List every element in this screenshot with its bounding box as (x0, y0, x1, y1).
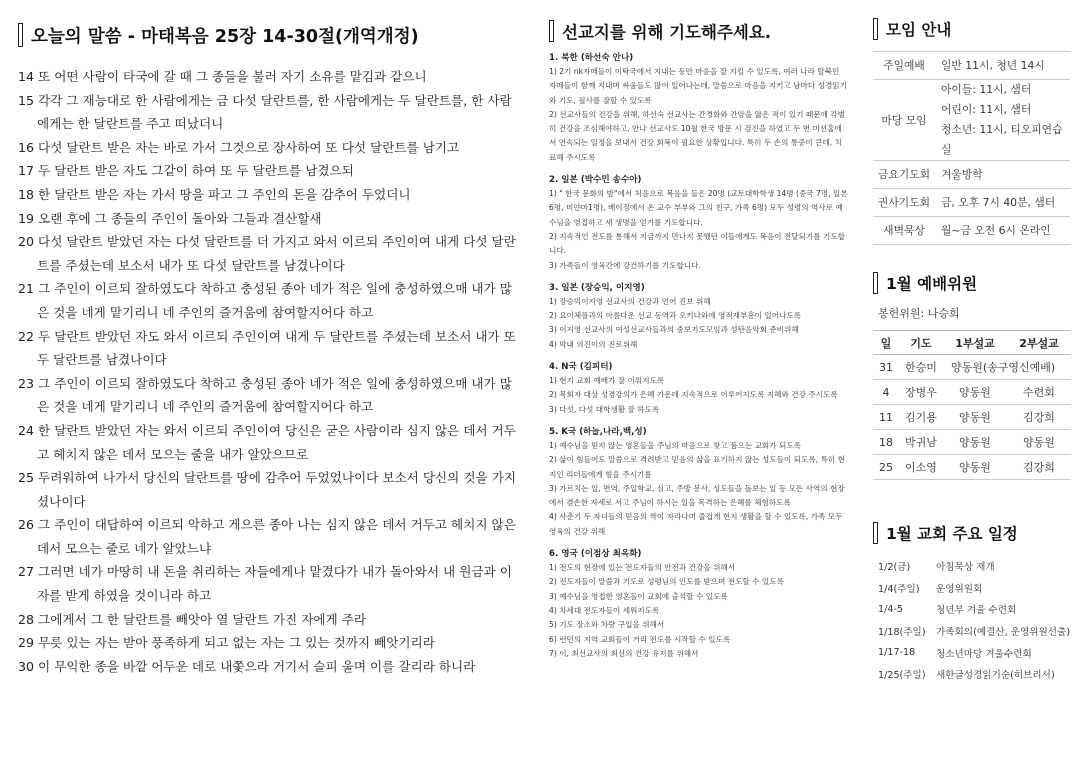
duty-cell: 박귀남 (899, 430, 943, 455)
duty-row (873, 380, 1071, 405)
mission-prayer-item: 7) 이, 최선교사의 최선의 건강 유지를 위해서 (549, 648, 699, 658)
meeting-value-line: 어린이: 11시, 샘터 (941, 103, 1032, 116)
mission-prayer-item: 1) 전도의 현장에 있는 전도자들의 안전과 건강을 위해서 (549, 563, 736, 573)
worship-duty-table (873, 330, 1071, 480)
meeting-key: 마당 모임 (873, 80, 935, 161)
title-bar-icon (873, 18, 878, 40)
meeting-table (873, 51, 1070, 245)
mission-prayer-item: 1) 현지 교회 예배가 잘 이뤄지도록 (549, 376, 665, 386)
title-bar-icon (873, 272, 878, 294)
verse-item: 29 무릇 있는 자는 받아 풍족하게 되고 없는 자는 그 있는 것까지 빼앗기리라 (18, 635, 435, 651)
mission-heading: 1. 북한 (하선숙 안나) (549, 53, 634, 63)
mission-prayer-item: 4) 사춘기 두 자녀들의 믿음의 싹이 자라나며 즐겁게 현지 생활을 할 수 있도록, 가족 모두 영육의 건강 위해 (549, 512, 843, 536)
verse-item: 30 이 무익한 종을 바깥 어두운 데로 내쫓으라 거기서 슬피 울며 이를 갈리라 하니라 (18, 658, 476, 674)
meeting-value-line: 청소년: 11시, 티오피연습실 (941, 123, 1063, 156)
duty-cell: 4 (873, 380, 899, 405)
meeting-key: 새벽묵상 (873, 217, 935, 245)
schedule-item (878, 577, 1070, 599)
schedule-event: 아침묵상 재개 (936, 561, 995, 573)
duty-cell: 김기용 (899, 405, 943, 430)
meeting-value (935, 189, 1070, 217)
duty-cell: 이소영 (899, 455, 943, 480)
mission-prayer-item: 2) 전도자들이 말씀과 기도로 성령님의 인도를 받으며 전도할 수 있도록 (549, 577, 784, 587)
mission-item (549, 361, 849, 417)
verse-item: 20 다섯 달란트 받았던 자는 다섯 달란트를 더 가지고 와서 이르되 주인이여 내게 다섯 달란트를 주셨는데 보소서 내가 또 다섯 달란트를 남겼나이다 (18, 234, 516, 273)
mission-prayer-item: 5) 기도 장소와 차량 구입을 위해서 (549, 620, 665, 630)
mission-prayer-item: 2) 목회자 대상 성경강의가 은혜 가운데 지속적으로 이루어지도록 지혜와 건강 주시도록 (549, 390, 838, 400)
meeting-value-line: 금, 오후 7시 40분, 샘터 (941, 195, 1056, 209)
meeting-value-line: 일반 11시, 청년 14시 (941, 58, 1045, 72)
schedule-item (878, 663, 1070, 685)
mission-prayer-item: 3) 다섯, 다섯 대학생활 잘 하도록 (549, 404, 660, 414)
meeting-row (873, 161, 1070, 189)
schedule-item (878, 555, 1070, 577)
duty-cell: 11 (873, 405, 899, 430)
mission-prayer-item: 2) 삶이 힘들어도 말씀으로 격려받고 믿음의 삶을 표기하지 않는 성도들이 되도록, 특히 현지인 리더들에게 힘을 주시기를 (549, 455, 845, 479)
missions-title-text: 선교지를 위해 기도해주세요. (562, 23, 772, 42)
schedule-title (873, 521, 1018, 545)
meeting-section (873, 17, 1070, 245)
duty-cell: 양동원 (943, 455, 1007, 480)
meeting-value (935, 52, 1070, 80)
duty-row (873, 455, 1071, 480)
schedule-date: 1/4(주일) (878, 583, 920, 595)
schedule-item (878, 642, 1070, 664)
schedule-date: 1/4-5 (878, 603, 904, 615)
mission-heading: 6. 영국 (이점상 최옥화) (549, 549, 642, 560)
duty-cell: 양동원 (1007, 430, 1071, 455)
meeting-title (873, 17, 1070, 41)
schedule-event: 청년부 겨울 수련회 (936, 605, 1017, 617)
mission-prayer-item: 3) 가르치는 일, 번역, 주일학교, 심고, 주방 봉사, 성도들을 돌보는 일 등 모든 사역의 현장에서 겸손한 자세로 서고 주님이 하시는 일을 목격하는 은혜를 체험하도록 (549, 483, 845, 508)
duty-cell: 양동원 (943, 380, 1007, 405)
mission-heading: 4. N국 (김피터) (549, 362, 613, 373)
verse-item: 22 두 달란트 받았던 자도 와서 이르되 주인이여 내게 두 달란트를 주셨는데 보소서 내가 또 두 달란트를 남겼나이다 (18, 328, 516, 368)
verse-item: 24 한 달란트 받았던 자는 와서 이르되 주인이여 당신은 굳은 사람이라 심지 않은 데서 거두고 헤치지 않은 데서 모으는 줄을 내가 알았으므로 (18, 422, 516, 462)
schedule-date: 1/18(주일) (878, 626, 926, 638)
verse-item: 27 그러면 네가 마땅히 내 돈을 취리하는 자들에게나 맡겼다가 내가 돌아와서 내 원금과 이자를 받게 하였을 것이니라 하고 (18, 564, 512, 604)
todays-word-title (18, 20, 523, 50)
duty-header: 기도 (899, 331, 943, 355)
mission-prayer-item: 1) " 한국 문화의 밤"에서 처음으로 복음을 들은 20명 (교토대학학생 14명 (중국 7명, 일본6명, 미얀마1명), 베이징에서 온 교수 부부와 그의 친구, 가족 6명) 모두 성령의 역사로 예수님을 영접하고 새 생명을 얻기를 기도합니다. (549, 189, 848, 227)
meeting-row (873, 189, 1070, 217)
schedule-item (878, 598, 1070, 620)
schedule-date: 1/2(금) (878, 561, 911, 573)
meeting-row (873, 52, 1070, 80)
title-bar-icon (18, 23, 23, 47)
mission-list (549, 52, 849, 661)
mission-prayer-item: 6) 런던의 지역 교회들이 거리 전도를 시작할 수 있도록 (549, 634, 731, 644)
verse-item: 17 두 달란트 받은 자도 그같이 하여 또 두 달란트를 남겼으되 (18, 163, 354, 179)
verse-list (18, 65, 523, 678)
schedule-item (878, 620, 1070, 642)
schedule-date: 1/25(주일) (878, 670, 926, 682)
schedule-title-text: 1월 교회 주요 일정 (886, 525, 1018, 543)
duty-cell: 18 (873, 430, 899, 455)
offering-committee: 봉헌위원: 나승희 (878, 307, 960, 320)
verse-item: 28 그에게서 그 한 달란트를 빼앗아 열 달란트 가진 자에게 주라 (18, 611, 367, 627)
meeting-value (935, 161, 1070, 189)
schedule-event: 청소년마당 겨울수련회 (936, 648, 1032, 660)
verse-item: 21 그 주인이 이르되 잘하였도다 착하고 충성된 종아 네가 적은 일에 충성하였으매 내가 많은 것을 네게 맡기리니 네 주인의 즐거움에 참여할지어다 하고 (18, 281, 512, 320)
mission-prayer-item: 1) 장승익이지영 선교사의 건강과 언어 진보 위해 (549, 296, 711, 306)
verse-item: 15 각각 그 재능대로 한 사람에게는 금 다섯 달란트를, 한 사람에게는 두 달란트를, 한 사람에게는 한 달란트를 주고 떠났더니 (18, 92, 512, 132)
meeting-value (935, 80, 1070, 161)
mission-item (549, 282, 849, 352)
verse-item: 19 오랜 후에 그 종들의 주인이 돌아와 그들과 결산할새 (18, 210, 322, 226)
mission-prayer-item: 4) 차세대 전도자들이 세워지도록 (549, 605, 660, 615)
meeting-value (935, 217, 1070, 245)
meeting-value-line: 아이들: 11시, 샘터 (941, 83, 1032, 96)
mission-item (549, 52, 849, 165)
schedule-event: 가족회의(예결산, 운영위원선출) (936, 626, 1071, 638)
duty-header: 일 (873, 331, 899, 355)
verse-item: 23 그 주인이 이르되 잘하였도다 착하고 충성된 종아 네가 적은 일에 충성하였으매 내가 많은 것을 네게 맡기리니 네 주인의 즐거움에 참여할지어다 하고 (18, 375, 512, 415)
duty-header: 2부설교 (1007, 331, 1071, 355)
duty-row (873, 430, 1071, 455)
todays-word-section (18, 20, 523, 678)
mission-item (549, 174, 849, 273)
mission-heading: 3. 일본 (장승익, 이지영) (549, 282, 645, 293)
duty-cell: 수련회 (1007, 380, 1071, 405)
mission-prayer-item: 3) 가족들이 영육간에 강건하기를 기도합니다. (549, 260, 701, 270)
duty-cell: 양동원 (943, 430, 1007, 455)
verse-item: 18 한 달란트 받은 자는 가서 땅을 파고 그 주인의 돈을 감추어 두었더니 (18, 186, 411, 202)
duty-cell: 한승미 (899, 355, 943, 380)
title-bar-icon (549, 20, 554, 42)
mission-heading: 5. K국 (하늘,나라,백,성) (549, 426, 647, 437)
duty-cell: 양동원(송구영신예배) (943, 355, 1071, 380)
meeting-value-line: 월~금 오전 6시 온라인 (941, 223, 1051, 237)
schedule-event: 운영위원회 (936, 583, 983, 595)
duty-row (873, 405, 1071, 430)
schedule-list (878, 555, 1070, 685)
worship-title (873, 271, 977, 295)
meeting-row (873, 80, 1070, 161)
missions-section (549, 18, 849, 670)
duty-cell: 김강희 (1007, 455, 1071, 480)
duty-header: 1부설교 (943, 331, 1007, 355)
missions-title (549, 18, 849, 44)
verse-item: 16 다섯 달란트 받은 자는 바로 가서 그것으로 장사하여 또 다섯 달란트를 남기고 (18, 139, 460, 155)
schedule-event: 새한글성경읽기순(히브리서) (936, 670, 1055, 682)
todays-word-title-text: 오늘의 말씀 - 마태복음 25장 14-30절(개역개정) (31, 26, 419, 47)
meeting-row (873, 217, 1070, 245)
mission-item (549, 426, 849, 539)
meeting-key: 금요기도회 (873, 161, 935, 189)
verse-item: 25 두려워하여 나가서 당신의 달란트를 땅에 감추어 두었었나이다 보소서 당신의 것을 가지셨나이다 (18, 470, 517, 509)
mission-prayer-item: 3) 이지영 선교사의 여성선교사들과의 중보기도모임과 성탄음악회 준비위해 (549, 325, 799, 335)
duty-cell: 장병우 (899, 380, 943, 405)
meeting-key: 권사기도회 (873, 189, 935, 217)
duty-row (873, 355, 1071, 380)
duty-cell: 김강희 (1007, 405, 1071, 430)
mission-prayer-item: 3) 예수님을 영접한 영혼들이 교회에 출석할 수 있도록 (549, 591, 728, 601)
title-bar-icon (873, 522, 878, 544)
duty-cell: 31 (873, 355, 899, 380)
worship-title-text: 1월 예배위원 (886, 275, 978, 293)
meeting-value-line: 겨울방학 (941, 167, 983, 181)
meeting-title-text: 모임 안내 (886, 21, 952, 39)
mission-item (549, 548, 849, 661)
mission-prayer-item: 1) 2기 nk자매들이 이탁국에서 지내는 동안 마음을 잘 지킬 수 있도록, 여러 나라 탈북민 자매들이 함께 지내며 싸움들도 많이 일어나는데, 말씀으로 마음을 지키고 남마다 성경읽기와 기도, 필사를 잘할 수 있도록 (549, 67, 847, 105)
duty-cell: 양동원 (943, 405, 1007, 430)
mission-prayer-item: 2) 지속적인 전도를 통해서 지금까지 만나지 못했던 이들에게도 복음이 전달되기를 기도합니다. (549, 231, 846, 256)
verse-item: 26 그 주인이 대답하여 이르되 악하고 게으른 종아 나는 심지 않은 데서 거두고 헤치지 않은 데서 모으는 줄로 네가 알았느냐 (18, 517, 516, 556)
mission-prayer-item: 4) 막내 의진이의 진로위해 (549, 339, 638, 349)
duty-cell: 25 (873, 455, 899, 480)
meeting-key: 주일예배 (873, 52, 935, 80)
verse-item: 14 또 어떤 사람이 타국에 갈 때 그 종들을 불러 자기 소유를 맡김과 같으니 (18, 69, 427, 84)
mission-prayer-item: 1) 예수님을 믿지 않는 영혼들을 주님의 마음으로 찾고 품으는 교회가 되도록 (549, 440, 801, 450)
mission-prayer-item: 2) 선교사들의 건강을 위해, 하선숙 선교사는 간경화와 간암을 앓은 적이 있기 때문에 각별히 건강을 조심해야하고, 안나 선교사도 10월 한국 방문 시 검진을 하였고 두 번 미션홈에서 연속되는 일정을 보내서 건강 회복이 필요한 상황입니다. 특히 두 손의 통증이 큰데, 치료해 주시도록 (549, 109, 845, 162)
mission-prayer-item: 2) 요이체플과의 아름다운 선교 동역과 오키나와에 영적재부흥이 일어나도록 (549, 311, 802, 321)
schedule-date: 1/17-18 (878, 647, 916, 659)
mission-heading: 2. 일본 (박수민 송수아) (549, 175, 642, 186)
